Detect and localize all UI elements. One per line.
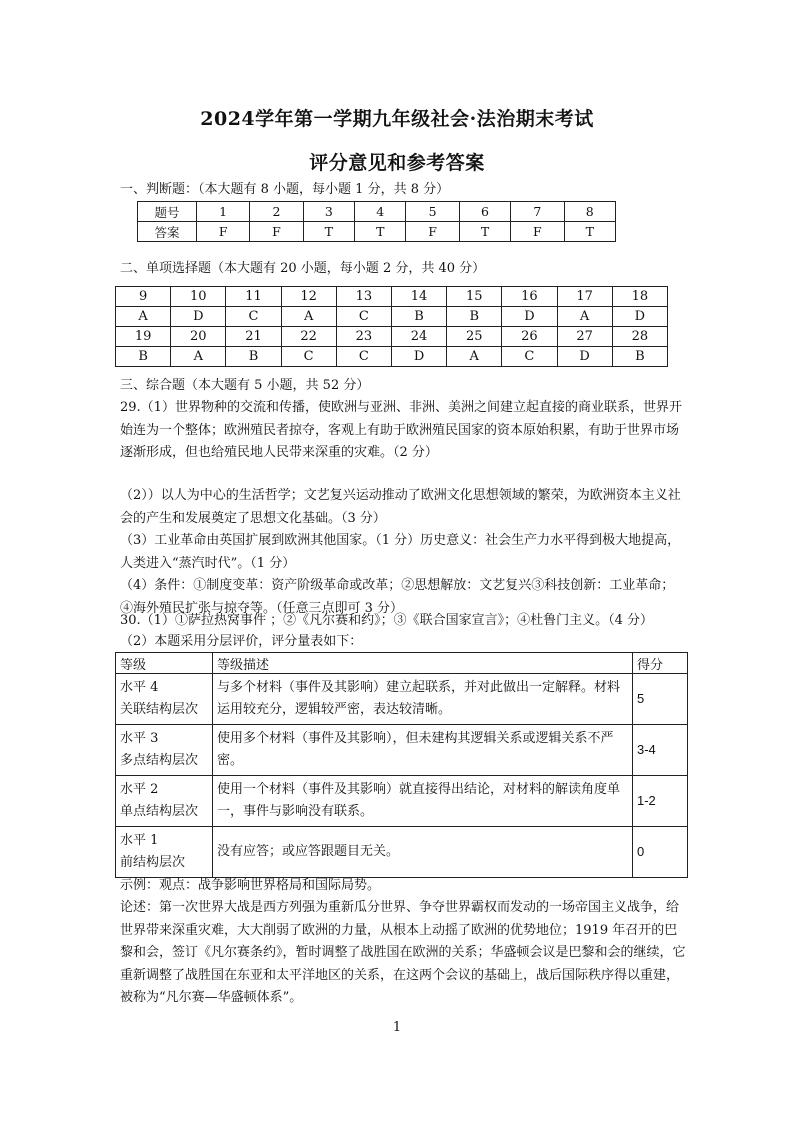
table-cell: T (459, 222, 510, 242)
rubric-header-description: 等级描述 (213, 653, 633, 674)
table-row (138, 222, 616, 242)
rubric-description: 与多个材料（事件及其影响）建立起联系，并对此做出一定解释。材料运用较充分，逻辑较严密，表达较清晰。 (213, 674, 633, 725)
table-cell: C (336, 307, 391, 327)
table-cell: D (502, 307, 557, 327)
table-cell: 14 (391, 287, 446, 307)
rubric-score: 3-4 (633, 725, 688, 776)
table-row (116, 287, 668, 307)
section3-heading: 三、综合题（本大题有 5 小题，共 52 分） (120, 378, 370, 393)
table-row (116, 653, 688, 674)
table-cell: D (391, 347, 446, 367)
rubric-score: 1-2 (633, 776, 688, 827)
rubric-description: 使用多个材料（事件及其影响），但未建构其逻辑关系或逻辑关系不严密。 (213, 725, 633, 776)
table-cell: C (336, 347, 391, 367)
table-cell: 9 (116, 287, 171, 307)
table-cell: 20 (171, 327, 226, 347)
rubric-level-name: 水平 3 (120, 731, 159, 746)
table-cell: 24 (391, 327, 446, 347)
table-cell: B (116, 347, 171, 367)
table-cell: A (557, 307, 612, 327)
table-row (138, 202, 616, 222)
table-cell: 22 (281, 327, 336, 347)
table-cell: 17 (557, 287, 612, 307)
table-cell: 21 (226, 327, 281, 347)
rubric-level (116, 776, 213, 827)
rubric-header-score: 得分 (633, 653, 688, 674)
table-cell: 15 (447, 287, 502, 307)
rubric-score: 5 (633, 674, 688, 725)
q29-part3: （3）工业革命由英国扩展到欧洲其他国家。（1 分）历史意义：社会生产力水平得到极大地提高，人类进入“蒸汽时代”。（1 分） (120, 533, 681, 571)
table-cell: 题号 (138, 202, 197, 222)
table-cell: 13 (336, 287, 391, 307)
rubric-level-structure: 前结构层次 (120, 855, 186, 870)
table-cell: 23 (336, 327, 391, 347)
rubric-description: 没有应答；或应答跟题目无关。 (213, 827, 633, 878)
rubric-level-name: 水平 1 (120, 833, 159, 848)
table-row (116, 327, 668, 347)
rubric-header-level: 等级 (116, 653, 213, 674)
rubric-level-structure: 多点结构层次 (120, 753, 199, 768)
example-viewpoint: 示例：观点：战争影响世界格局和国际局势。 (120, 878, 381, 893)
table-cell: 3 (303, 202, 354, 222)
table-cell: A (281, 307, 336, 327)
table-row (116, 674, 688, 725)
rubric-level (116, 725, 213, 776)
table-cell: B (612, 347, 667, 367)
table-cell: B (226, 347, 281, 367)
table-cell: 11 (226, 287, 281, 307)
table-cell: B (391, 307, 446, 327)
table-cell: 2 (250, 202, 303, 222)
table-cell: 4 (355, 202, 406, 222)
table-row (116, 827, 688, 878)
table-cell: T (564, 222, 615, 242)
page-number: 1 (392, 1020, 402, 1035)
table-cell: 16 (502, 287, 557, 307)
table-cell: 19 (116, 327, 171, 347)
table-row (116, 307, 668, 327)
q29-part2: （2））以人为中心的生活哲学；文艺复兴运动推动了欧洲文化思想领域的繁荣，为欧洲资本主义社会的产生和发展奠定了思想文化基础。（3 分） (120, 488, 681, 526)
q29-part1: 29.（1）世界物种的交流和传播，使欧洲与亚洲、非洲、美洲之间建立起直接的商业联系，世界开始连为一个整体；欧洲殖民者掠夺，客观上有助于欧洲殖民国家的资本原始积累，有助于世界市场逐渐形成，但也给殖民地人民带来深重的灾难。（2 分） (120, 400, 682, 460)
table-cell: 27 (557, 327, 612, 347)
rubric-level-name: 水平 2 (120, 782, 159, 797)
table-cell: 1 (197, 202, 250, 222)
rubric-table (115, 652, 688, 878)
rubric-level (116, 827, 213, 878)
table-cell: 5 (406, 202, 459, 222)
table-cell: D (557, 347, 612, 367)
table-cell: B (447, 307, 502, 327)
table-cell: C (226, 307, 281, 327)
table-cell: 答案 (138, 222, 197, 242)
rubric-level-structure: 关联结构层次 (120, 702, 199, 717)
section2-heading: 二、单项选择题（本大题有 20 小题，每小题 2 分，共 40 分） (120, 261, 486, 276)
table-cell: 28 (612, 327, 667, 347)
table-cell: F (511, 222, 564, 242)
rubric-level-name: 水平 4 (120, 680, 159, 695)
table-cell: A (171, 347, 226, 367)
table-cell: 26 (502, 327, 557, 347)
table-cell: F (197, 222, 250, 242)
table-cell: F (250, 222, 303, 242)
multiple-choice-answer-table (115, 286, 668, 367)
table-cell: T (303, 222, 354, 242)
example-argument: 论述：第一次世界大战是西方列强为重新瓜分世界、争夺世界霸权而发动的一场帝国主义战争，给世界带来深重灾难，大大削弱了欧洲的力量，从根本上动摇了欧洲的优势地位；1919 年召开的巴黎和会，签订《凡尔赛条约》，暂时调整了战胜国在欧洲的关系；华盛顿会议是巴黎和会的继续，它重新调整了战胜国在东亚和太平洋地区的关系，在这两个会议的基础上，战后国际秩序得以重建，被称为“凡尔赛—华盛顿体系”。 (120, 900, 686, 1005)
table-cell: C (281, 347, 336, 367)
table-cell: T (355, 222, 406, 242)
rubric-level-structure: 单点结构层次 (120, 804, 199, 819)
rubric-level (116, 674, 213, 725)
section1-heading: 一、判断题：（本大题有 8 小题，每小题 1 分，共 8 分） (120, 182, 450, 197)
page-title: 2024学年第一学期九年级社会·法治期末考试 (200, 108, 594, 130)
table-cell: 25 (447, 327, 502, 347)
true-false-answer-table (137, 201, 616, 242)
table-cell: A (116, 307, 171, 327)
rubric-description: 使用一个材料（事件及其影响）就直接得出结论，对材料的解读角度单一，事件与影响没有联系。 (213, 776, 633, 827)
table-cell: A (447, 347, 502, 367)
rubric-score: 0 (633, 827, 688, 878)
table-cell: D (171, 307, 226, 327)
table-cell: 6 (459, 202, 510, 222)
table-cell: F (406, 222, 459, 242)
table-cell: C (502, 347, 557, 367)
q29-part4: （4）条件：①制度变革：资产阶级革命或改革；②思想解放：文艺复兴③科技创新：工业革命；④海外殖民扩张与掠夺等。（任意三点即可 3 分） (120, 578, 675, 616)
table-cell: 10 (171, 287, 226, 307)
table-row (116, 347, 668, 367)
page-subtitle: 评分意见和参考答案 (309, 152, 485, 174)
table-cell: 18 (612, 287, 667, 307)
table-cell: 8 (564, 202, 615, 222)
table-cell: 7 (511, 202, 564, 222)
q30-part1: 30.（1）①萨拉热窝事件 ；②《凡尔赛和约》；③《联合国家宣言》；④杜鲁门主义。（4 分） (120, 613, 653, 628)
table-row (116, 776, 688, 827)
table-cell: D (612, 307, 667, 327)
table-cell: 12 (281, 287, 336, 307)
table-row (116, 725, 688, 776)
q30-part2: （2）本题采用分层评价，评分量表如下： (120, 634, 363, 649)
